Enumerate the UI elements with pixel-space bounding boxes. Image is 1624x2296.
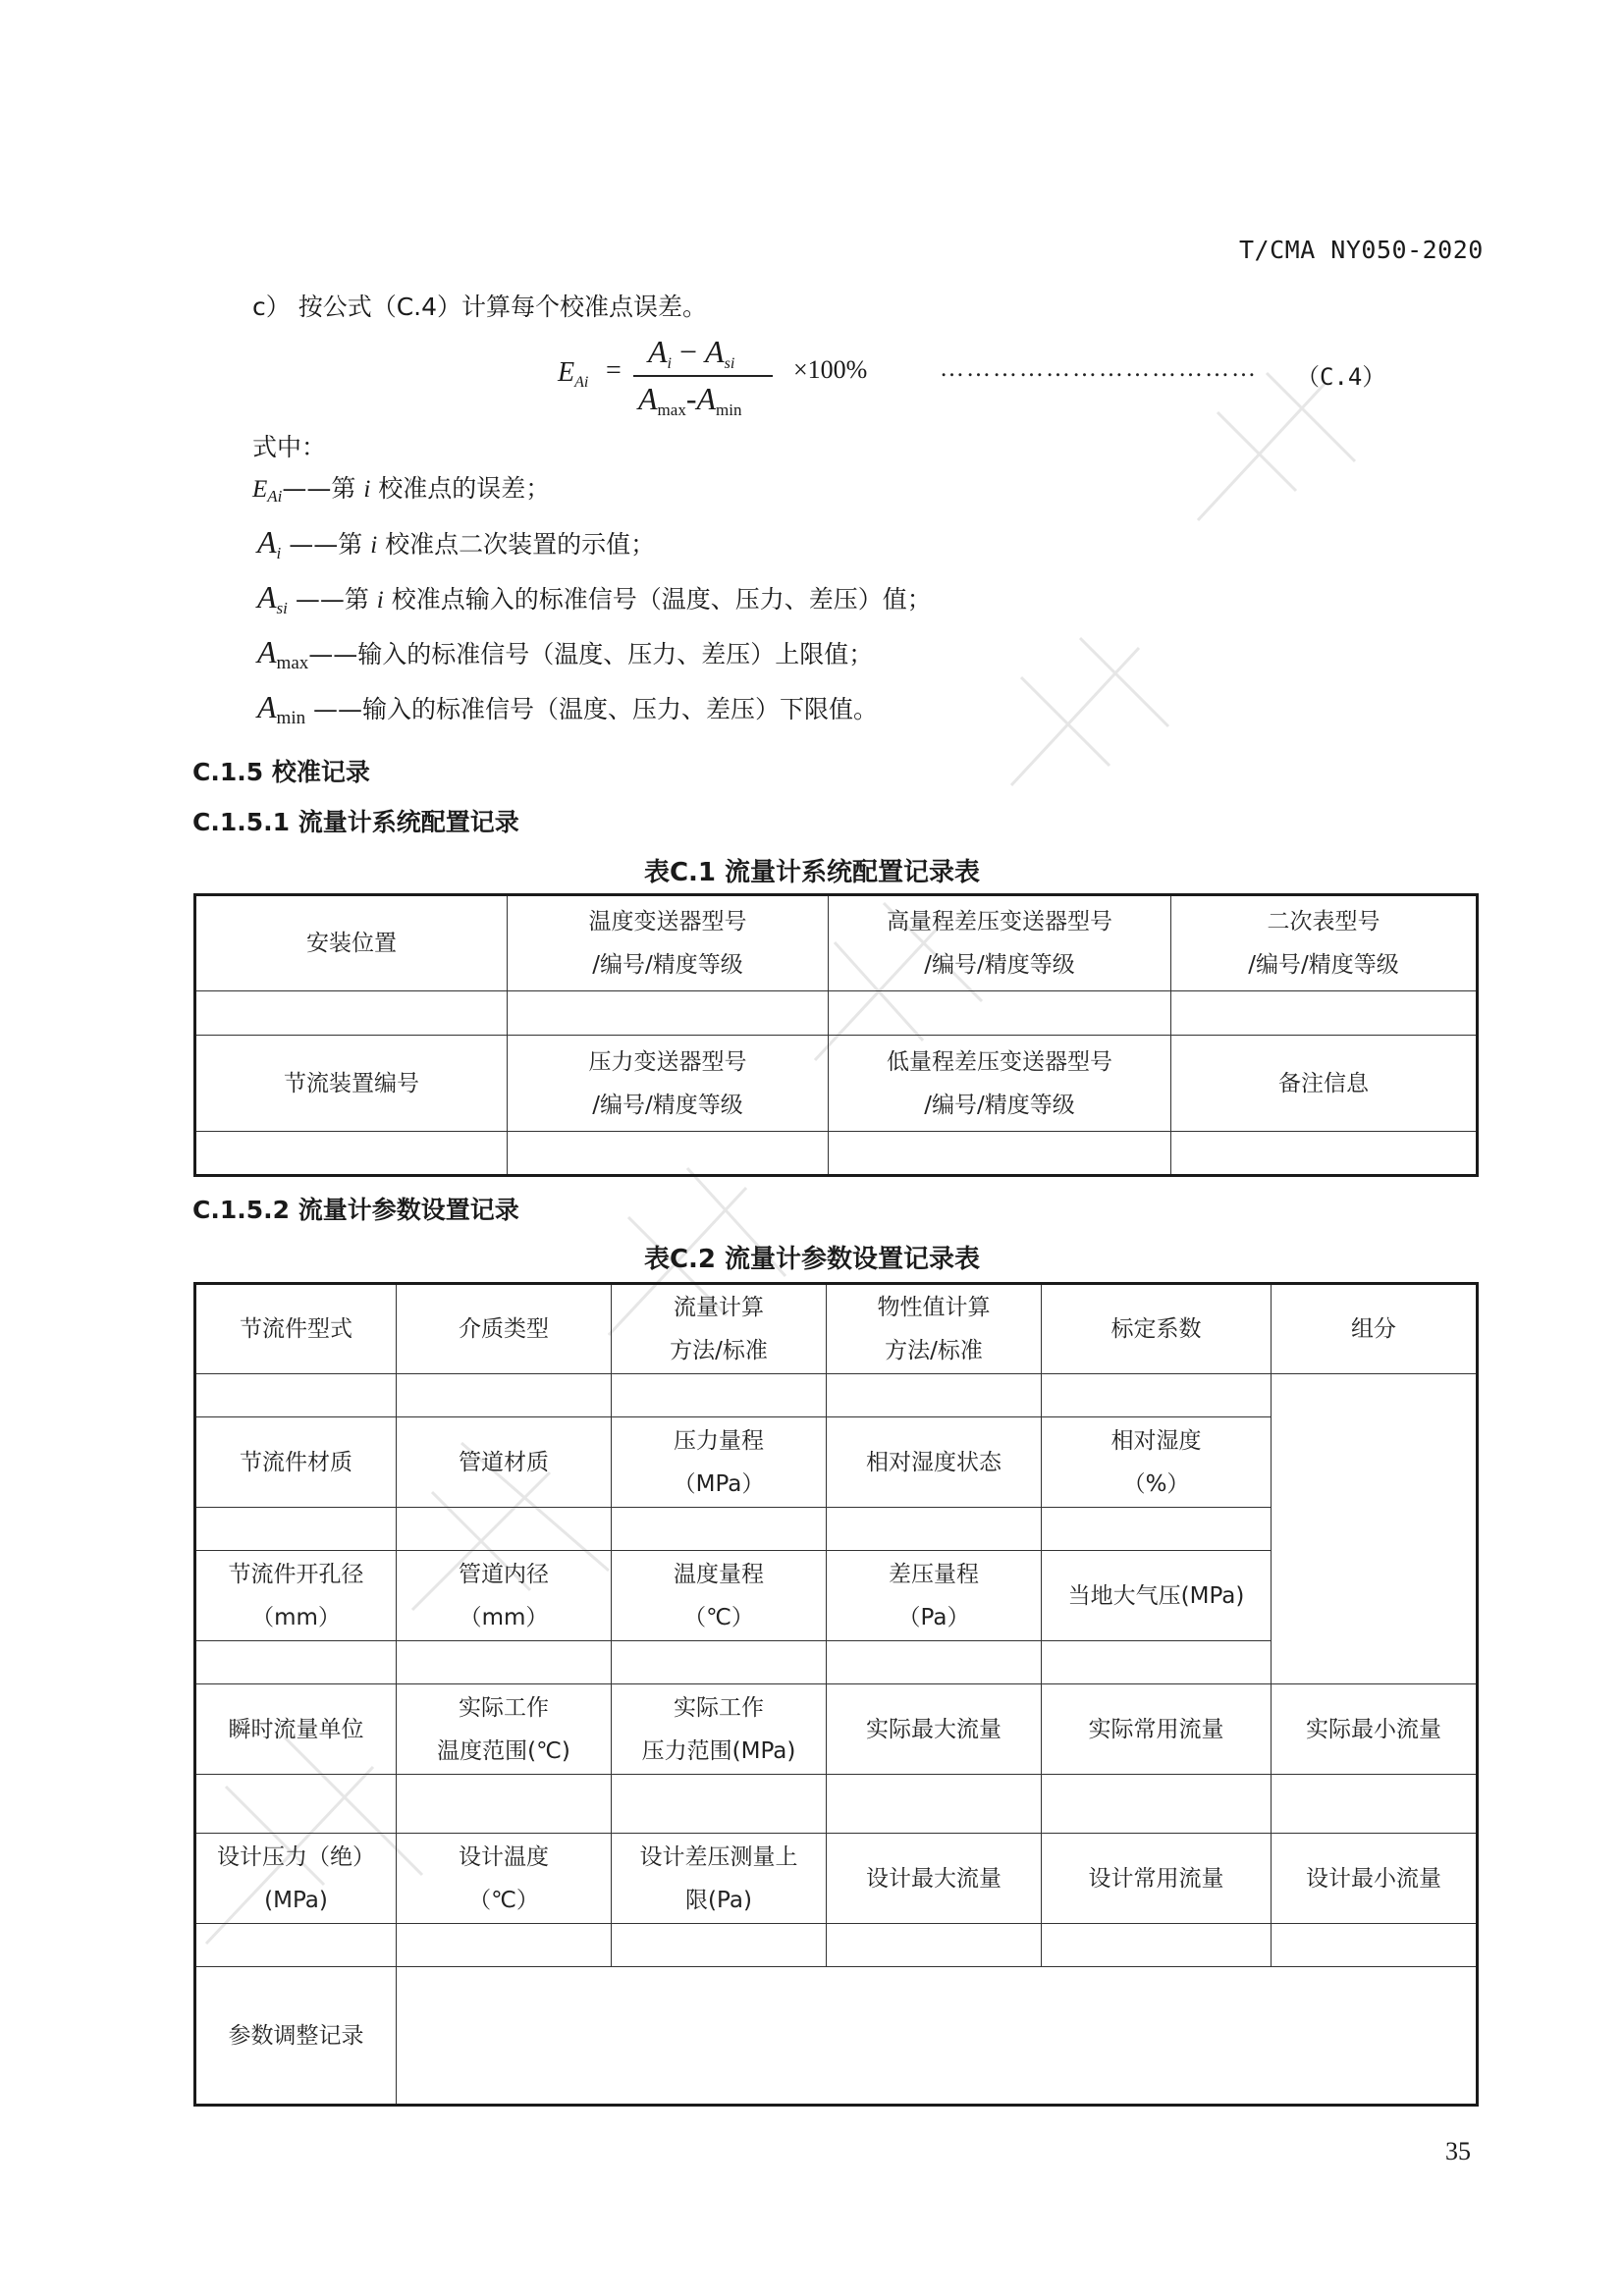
where-sub: min: [276, 708, 306, 728]
table-cell: [829, 1036, 1171, 1132]
cell-text: 相对湿度状态: [866, 1449, 1001, 1475]
cell-text: 方法/标准: [670, 1338, 768, 1363]
table-cell: [397, 1684, 612, 1775]
table-cell-empty[interactable]: [827, 1374, 1042, 1417]
table-cell: [827, 1284, 1042, 1374]
table-row: [195, 1374, 1478, 1417]
table-c2: [193, 1282, 1479, 2107]
table-cell-empty[interactable]: [1272, 1924, 1478, 1967]
cell-text: 组分: [1351, 1316, 1396, 1342]
den-symbol-a: A: [638, 381, 658, 416]
table-row: [195, 1924, 1478, 1967]
fraction-bar: [633, 375, 773, 377]
table-row: [195, 1132, 1478, 1176]
den-dash: -: [685, 381, 697, 416]
where-item-asi: [257, 581, 932, 618]
cell-text: 二次表型号: [1267, 909, 1380, 934]
where-text: ——第: [281, 530, 371, 559]
table-cell: [397, 1834, 612, 1924]
num-sub-i: i: [667, 355, 672, 372]
table-cell: [612, 1284, 827, 1374]
page-number: 35: [1445, 2137, 1471, 2165]
where-text: ——输入的标准信号（温度、压力、差压）上限值；: [308, 640, 874, 668]
table-cell: [1171, 895, 1478, 991]
table-c1: [193, 893, 1479, 1177]
cell-text: 相对湿度: [1110, 1427, 1202, 1454]
where-var: i: [363, 476, 371, 503]
cell-text: 实际工作: [674, 1694, 764, 1721]
cell-text: 设计最大流量: [866, 1865, 1001, 1892]
where-text: 校准点输入的标准信号（温度、压力、差压）值；: [383, 585, 932, 614]
cell-text: 安装位置: [306, 931, 397, 956]
cell-text: （℃）: [683, 1604, 754, 1630]
num-symbol-a2: A: [705, 334, 725, 369]
heading-c151: C.1.5.1 流量计系统配置记录: [192, 808, 519, 836]
table-cell: [612, 1834, 827, 1924]
where-text: ——第: [282, 474, 364, 503]
formula-sub-ai: Ai: [574, 374, 589, 391]
where-item-e: [252, 473, 550, 507]
cell-text: 设计压力（绝）: [217, 1843, 375, 1870]
table-cell: [1272, 1834, 1478, 1924]
table-cell: [1042, 1684, 1272, 1775]
table-cell: [195, 1284, 397, 1374]
cell-text: 瞬时流量单位: [228, 1716, 364, 1742]
table-cell-empty[interactable]: [195, 991, 508, 1036]
table-cell: [195, 1967, 397, 2106]
parameter-adjustment-record-field[interactable]: [397, 1967, 1478, 2106]
where-text: ——第: [287, 585, 377, 614]
document-code: T/CMA NY050-2020: [1239, 236, 1484, 264]
cell-text: 压力量程: [674, 1427, 764, 1454]
table-cell-empty[interactable]: [1042, 1508, 1272, 1551]
cell-text: 标定系数: [1110, 1316, 1202, 1342]
cell-text: 管道内径: [459, 1561, 549, 1587]
table-row: [195, 895, 1478, 991]
where-sym: E: [252, 476, 268, 503]
heading-c15: C.1.5 校准记录: [192, 758, 370, 786]
table-cell-empty[interactable]: [195, 1924, 397, 1967]
cell-text: 高量程差压变送器型号: [887, 909, 1112, 934]
cell-text: 备注信息: [1278, 1070, 1369, 1096]
table-cell-empty[interactable]: [827, 1641, 1042, 1684]
cell-text: 设计温度: [459, 1843, 549, 1870]
table-cell: [612, 1684, 827, 1775]
cell-text: 低量程差压变送器型号: [887, 1048, 1112, 1075]
table-row: [195, 991, 1478, 1036]
cell-text: 节流件型式: [240, 1316, 352, 1342]
table-cell-empty[interactable]: [827, 1775, 1042, 1834]
table-row: [195, 1834, 1478, 1924]
table1-caption: 表C.1 流量计系统配置记录表: [643, 858, 981, 887]
table-cell: [508, 895, 829, 991]
cell-text: /编号/精度等级: [924, 952, 1075, 978]
cell-text: （℃）: [468, 1887, 539, 1913]
formula-numerator: [648, 334, 734, 370]
cell-text: 实际最大流量: [866, 1716, 1001, 1742]
formula-leader-dots: ………………………………: [940, 355, 1258, 382]
table-cell-empty[interactable]: [508, 1132, 829, 1176]
table-cell-empty[interactable]: [612, 1374, 827, 1417]
cell-text: （mm）: [251, 1604, 341, 1630]
cell-text: 限(Pa): [685, 1887, 752, 1913]
den-sub-min: min: [716, 400, 742, 419]
table-cell-empty[interactable]: [1042, 1641, 1272, 1684]
table-cell: [195, 1551, 397, 1641]
where-sym: A: [257, 524, 277, 560]
table-row: [195, 1684, 1478, 1775]
where-text: 校准点的误差；: [370, 474, 551, 503]
cell-text: 节流装置编号: [284, 1070, 419, 1096]
cell-text: 方法/标准: [885, 1338, 983, 1363]
where-sub: max: [276, 653, 309, 673]
where-sub: Ai: [267, 487, 283, 506]
table-cell: [612, 1417, 827, 1508]
table-cell-empty[interactable]: [1171, 991, 1478, 1036]
num-minus: −: [679, 334, 698, 369]
cell-text: 温度范围(℃): [437, 1737, 570, 1764]
cell-text: 设计最小流量: [1306, 1865, 1441, 1892]
cell-text: /编号/精度等级: [592, 1092, 743, 1118]
where-var: i: [370, 532, 378, 559]
table-cell-empty[interactable]: [195, 1508, 397, 1551]
table-cell-empty[interactable]: [195, 1641, 397, 1684]
table-cell: [827, 1684, 1042, 1775]
num-sub-si: si: [724, 355, 735, 372]
where-item-amax: [257, 636, 873, 673]
cell-text: 节流件材质: [240, 1449, 352, 1475]
cell-text: (MPa): [264, 1887, 328, 1913]
table-cell-components-value[interactable]: [1272, 1374, 1478, 1684]
where-item-ai: [257, 526, 655, 563]
table-cell: [1042, 1417, 1272, 1508]
formula-denominator: [638, 381, 741, 417]
where-text: ——输入的标准信号（温度、压力、差压）下限值。: [305, 695, 879, 723]
cell-text: 管道材质: [459, 1449, 549, 1475]
formula-lhs: [558, 357, 588, 389]
table2-caption: 表C.2 流量计参数设置记录表: [643, 1245, 981, 1274]
table-cell-empty[interactable]: [195, 1132, 508, 1176]
cell-text: （%）: [1122, 1470, 1190, 1497]
cell-text: 参数调整记录: [228, 2022, 364, 2049]
where-var: i: [376, 587, 384, 614]
table-cell-empty[interactable]: [1171, 1132, 1478, 1176]
table-cell: [1042, 1834, 1272, 1924]
cell-text: （mm）: [459, 1604, 549, 1630]
where-text: 校准点二次装置的示值；: [377, 530, 656, 559]
table-cell: [195, 1834, 397, 1924]
cell-text: 物性值计算: [877, 1295, 991, 1320]
cell-text: （MPa）: [673, 1470, 765, 1497]
where-sym: A: [257, 579, 277, 614]
table-cell: [195, 1417, 397, 1508]
cell-text: 压力变送器型号: [588, 1048, 747, 1075]
table-cell: [195, 1684, 397, 1775]
cell-text: 节流件开孔径: [228, 1561, 364, 1587]
table-cell-empty[interactable]: [1042, 1775, 1272, 1834]
table-cell-empty[interactable]: [612, 1641, 827, 1684]
num-symbol-a: A: [648, 334, 668, 369]
table-cell: [397, 1417, 612, 1508]
formula-number: （C.4）: [1296, 363, 1386, 391]
table-cell-empty[interactable]: [1042, 1374, 1272, 1417]
formula-equals: =: [606, 355, 622, 386]
cell-text: 流量计算: [674, 1295, 764, 1320]
cell-text: 实际工作: [459, 1694, 549, 1721]
cell-text: 实际最小流量: [1306, 1716, 1441, 1742]
table-cell: [827, 1551, 1042, 1641]
where-sub: si: [276, 599, 288, 617]
cell-text: 温度变送器型号: [588, 909, 747, 934]
cell-text: /编号/精度等级: [592, 952, 743, 978]
table-row: [195, 1967, 1478, 2106]
cell-text: （Pa）: [897, 1604, 970, 1630]
table-cell: [1272, 1684, 1478, 1775]
step-c-text: c） 按公式（C.4）计算每个校准点误差。: [252, 293, 708, 321]
table-cell-empty[interactable]: [195, 1775, 397, 1834]
table-cell: [827, 1417, 1042, 1508]
table-cell: [827, 1834, 1042, 1924]
cell-text: 压力范围(MPa): [641, 1737, 796, 1764]
table-cell-empty[interactable]: [508, 991, 829, 1036]
table-cell-empty[interactable]: [1272, 1775, 1478, 1834]
table-cell-empty[interactable]: [195, 1374, 397, 1417]
table-cell-empty[interactable]: [829, 991, 1171, 1036]
table-cell-empty[interactable]: [612, 1775, 827, 1834]
where-item-amin: [257, 691, 878, 728]
table-cell: [1272, 1284, 1478, 1374]
table-cell: [195, 895, 508, 991]
den-sub-max: max: [657, 400, 686, 419]
table-cell: [612, 1551, 827, 1641]
table-row: [195, 1284, 1478, 1374]
cell-text: 实际常用流量: [1088, 1716, 1224, 1742]
where-sym: A: [257, 689, 277, 724]
table-cell: [1042, 1551, 1272, 1641]
table-row: [195, 1036, 1478, 1132]
formula-times: ×100%: [793, 355, 868, 384]
table-cell-empty[interactable]: [397, 1508, 612, 1551]
formula-symbol-e: E: [558, 357, 575, 388]
cell-text: /编号/精度等级: [924, 1092, 1075, 1118]
table-cell-empty[interactable]: [397, 1775, 612, 1834]
table-cell: [397, 1551, 612, 1641]
table-cell-empty[interactable]: [397, 1924, 612, 1967]
table-cell: [1042, 1284, 1272, 1374]
table-cell: [1171, 1036, 1478, 1132]
den-symbol-a2: A: [696, 381, 717, 416]
table-cell-empty[interactable]: [397, 1641, 612, 1684]
where-sub: i: [276, 544, 282, 562]
table-cell-empty[interactable]: [827, 1508, 1042, 1551]
table-cell: [397, 1284, 612, 1374]
table-cell-empty[interactable]: [612, 1508, 827, 1551]
cell-text: /编号/精度等级: [1248, 952, 1399, 978]
where-title: 式中：: [252, 433, 327, 461]
cell-text: 温度量程: [674, 1561, 764, 1587]
table-cell-empty[interactable]: [397, 1374, 612, 1417]
heading-c152: C.1.5.2 流量计参数设置记录: [192, 1196, 519, 1224]
cell-text: 介质类型: [459, 1316, 549, 1342]
table-row: [195, 1775, 1478, 1834]
where-sym: A: [257, 634, 277, 669]
cell-text: 设计常用流量: [1088, 1865, 1224, 1892]
table-cell-empty[interactable]: [1042, 1924, 1272, 1967]
cell-text: 差压量程: [889, 1561, 979, 1587]
cell-text: 当地大气压(MPa): [1067, 1582, 1245, 1609]
table-cell-empty[interactable]: [612, 1924, 827, 1967]
table-cell-empty[interactable]: [829, 1132, 1171, 1176]
cell-text: 设计差压测量上: [639, 1843, 798, 1870]
table-cell: [508, 1036, 829, 1132]
table-cell: [195, 1036, 508, 1132]
table-cell: [829, 895, 1171, 991]
table-cell-empty[interactable]: [827, 1924, 1042, 1967]
